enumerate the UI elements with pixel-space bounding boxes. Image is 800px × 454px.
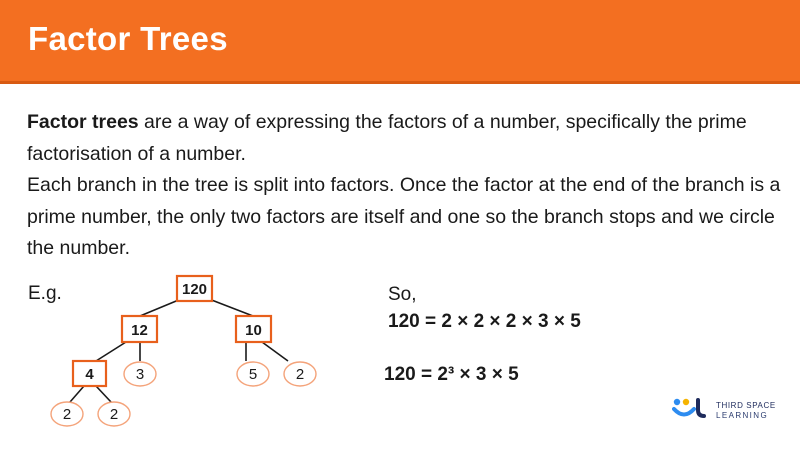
expanded-product: 120 = 2 × 2 × 2 × 3 × 5 bbox=[388, 311, 581, 332]
node-label-2-right: 2 bbox=[295, 366, 305, 383]
node-label-4: 4 bbox=[85, 366, 94, 383]
logo-line-1: THIRD SPACE bbox=[716, 401, 776, 410]
so-label: So, bbox=[388, 284, 417, 305]
intro-line-2: Each branch in the tree is split into factors. Once the factor at the end of the branch is a prime number, the only two factors are itself and one so the branch stops and we circle the number. bbox=[27, 174, 781, 259]
node-label-5: 5 bbox=[248, 366, 258, 383]
branch-12-4 bbox=[96, 342, 126, 361]
intro-line-1 bbox=[27, 107, 787, 170]
example-label: E.g. bbox=[28, 283, 62, 304]
page-title: Factor Trees bbox=[28, 20, 228, 57]
header-banner bbox=[0, 0, 800, 84]
node-label-10: 10 bbox=[245, 322, 262, 339]
term-factor-trees: Factor trees bbox=[27, 111, 139, 133]
node-label-120: 120 bbox=[181, 281, 208, 298]
branch-120-10 bbox=[209, 299, 253, 316]
intro-line-1-text: are a way of expressing the factors of a number, specifically the prime factorisation of a number. bbox=[27, 111, 747, 165]
third-space-learning-logo-icon bbox=[672, 396, 712, 420]
index-form-product: 120 = 2³ × 3 × 5 bbox=[384, 364, 519, 385]
node-label-2-left-b: 2 bbox=[109, 406, 119, 423]
branch-10-2 bbox=[262, 342, 288, 361]
branch-120-12 bbox=[140, 299, 181, 316]
branch-4-2a bbox=[70, 386, 84, 402]
logo-wordmark bbox=[716, 401, 776, 421]
factor-tree-diagram bbox=[0, 270, 360, 430]
node-label-2-left-a: 2 bbox=[62, 406, 72, 423]
node-label-3: 3 bbox=[135, 366, 145, 383]
branch-4-2b bbox=[96, 386, 111, 402]
node-label-12: 12 bbox=[131, 322, 148, 339]
intro-paragraph bbox=[27, 107, 787, 265]
logo-line-2: LEARNING bbox=[716, 411, 769, 420]
